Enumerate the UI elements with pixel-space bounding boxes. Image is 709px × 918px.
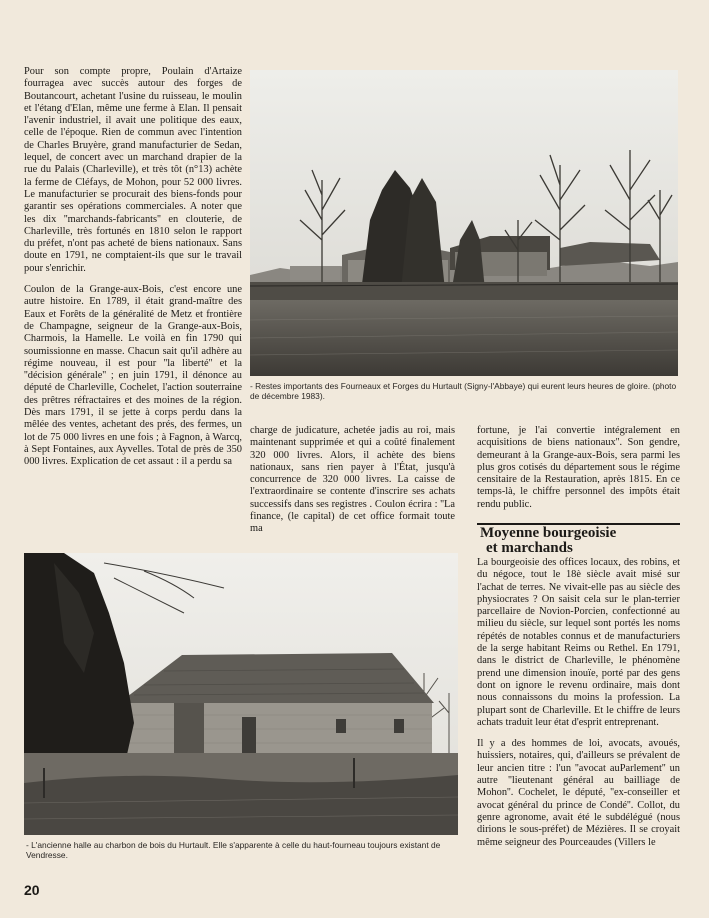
paragraph: Coulon de la Grange-aux-Bois, c'est encore une autre histoire. En 1789, il était grand-maître des Eaux et Forêts de la généralité de Metz et frontière de Champagne, seigneur de la Grange-aux-Bois, Charmois, la Hamelle. Le voilà en fin 1790 qui soumissionne en masse. Chacun sait qu'il adhère au régime nouveau, il est pour ''la liberté'' et la ''décision générale'' ; en juin 1791, il dénonce au député de Charleville, Cochelet, l'action souterraine des prêtres réfractaires et des moines de la région. Dès mars 1791, il se jette à corps perdu dans la mêlée des ventes, achetant des prés, des fermes, un lot de 75 000 livres en une fois ; à Fagnon, à Warcq, à Sept Fontaines, aux Ayvelles. Total de près de 350 000 livres. Explication de cet assaut : il a perdu sa — [24, 284, 242, 468]
paragraph: Pour son compte propre, Poulain d'Artaize fourragea avec succès autour des forges de Boutancourt, achetant l'usine du ruisseau, le moulin et l'étang d'Elan, même une ferme à Elan. Il pensait l'avenir industriel, il avait une politique des eaux, celle de l'époque. Rien de commun avec l'intention de Charles Bruyère, grand manufacturier de Sedan, lequel, de concert avec un marchand drapier de la rue du Palais (Charleville), et très tôt (n°13) achète la ferme de Cléfays, de Mohon, pour 52 000 livres. Le manufacturier se procurait des biens-fonds pour garantir ses opérations commerciales. A noter que les dix ''marchands-fabricants'' en clouterie, de Charleville, très fortunés en 1810 selon le rapport du préfet, n'ont pas acheté de biens nationaux. Sans doute en 1791, ne comptaient-ils que sur le travail pour s'enrichir. — [24, 66, 242, 274]
halle-photo — [24, 553, 458, 835]
forges-photo-image — [250, 70, 678, 376]
paragraph: fortune, je l'ai convertie intégralement en acquisitions de biens nationaux''. Son gendre, demeurant à la Grange-aux-Bois, sera parmi les plus gros cotisés du département sous le régime censitaire de la Restauration, après 1815. En ce temps-là, le chiffre personnel des impôts était rendu public. — [477, 425, 680, 510]
section-heading-line1: Moyenne bourgeoisie — [480, 525, 617, 541]
left-column — [24, 66, 242, 478]
middle-column — [250, 425, 455, 545]
halle-photo-caption: - L'ancienne halle au charbon de bois du Hurtault. Elle s'apparente à celle du haut-fourneau toujours existant de Vendresse. — [26, 840, 441, 861]
paragraph: Il y a des hommes de loi, avocats, avoués, huissiers, notaires, qui, d'ailleurs se prévalent de leur ancien titre : l'un ''avocat auParlement'' un autre ''lieutenant général au bailliage de Mohon''. Cochelet, le député, ''ex-conseiller et avocat général du prince de Condé''. Collot, du genre agronome, avait été le subdélégué (nous dirions le sous-préfet) de Mézières. Il se croyait même seigneur des Pourceaudes (Villers le — [477, 738, 680, 848]
paragraph: La bourgeoisie des offices locaux, des robins, et du négoce, tout le 18è siècle avait misé sur l'achat de terres. Ne vivait-elle pas au siècle des physiocrates ? On saisit cela sur le plan-terrier parcellaire de Novion-Porcien, confectionné au milieu du siècle, sur lequel sont portés les noms répétés de notables connus et de manufacturiers de la serge habitant Reims ou Rethel. En 1791, dans le district de Charleville, le phénomène prend une dimension inouïe, porté par des gens dont on ignore le revenu ordinaire, mais dont nous connaissons du moins la profession. La plupart sont de Charleville. Et le chiffre de leurs achats traduit leur état d'esprit entreprenant. — [477, 557, 680, 728]
forges-photo — [250, 70, 678, 376]
right-column-bottom — [477, 557, 680, 858]
halle-photo-image — [24, 553, 458, 835]
page-number: 20 — [24, 882, 40, 898]
right-column-top — [477, 425, 680, 520]
paragraph: charge de judicature, achetée jadis au roi, mais maintenant supprimée et qui a coûté finalement 320 000 livres. Alors, il achète des biens nationaux, sans rien payer à l'État, jusqu'à concurrence de 320 000 livres. La caisse de l'extraordinaire se contente d'inscrire ses achats successifs dans ses registres . Coulon écrira : ''La finance, (le capital) de cet office formait toute ma — [250, 425, 455, 535]
forges-photo-caption: - Restes importants des Fourneaux et Forges du Hurtault (Signy-l'Abbaye) qui eurent leurs heures de gloire. (photo de décembre 1983). — [250, 381, 677, 402]
section-heading-line2: et marchands — [486, 540, 573, 556]
section-heading — [480, 526, 680, 556]
